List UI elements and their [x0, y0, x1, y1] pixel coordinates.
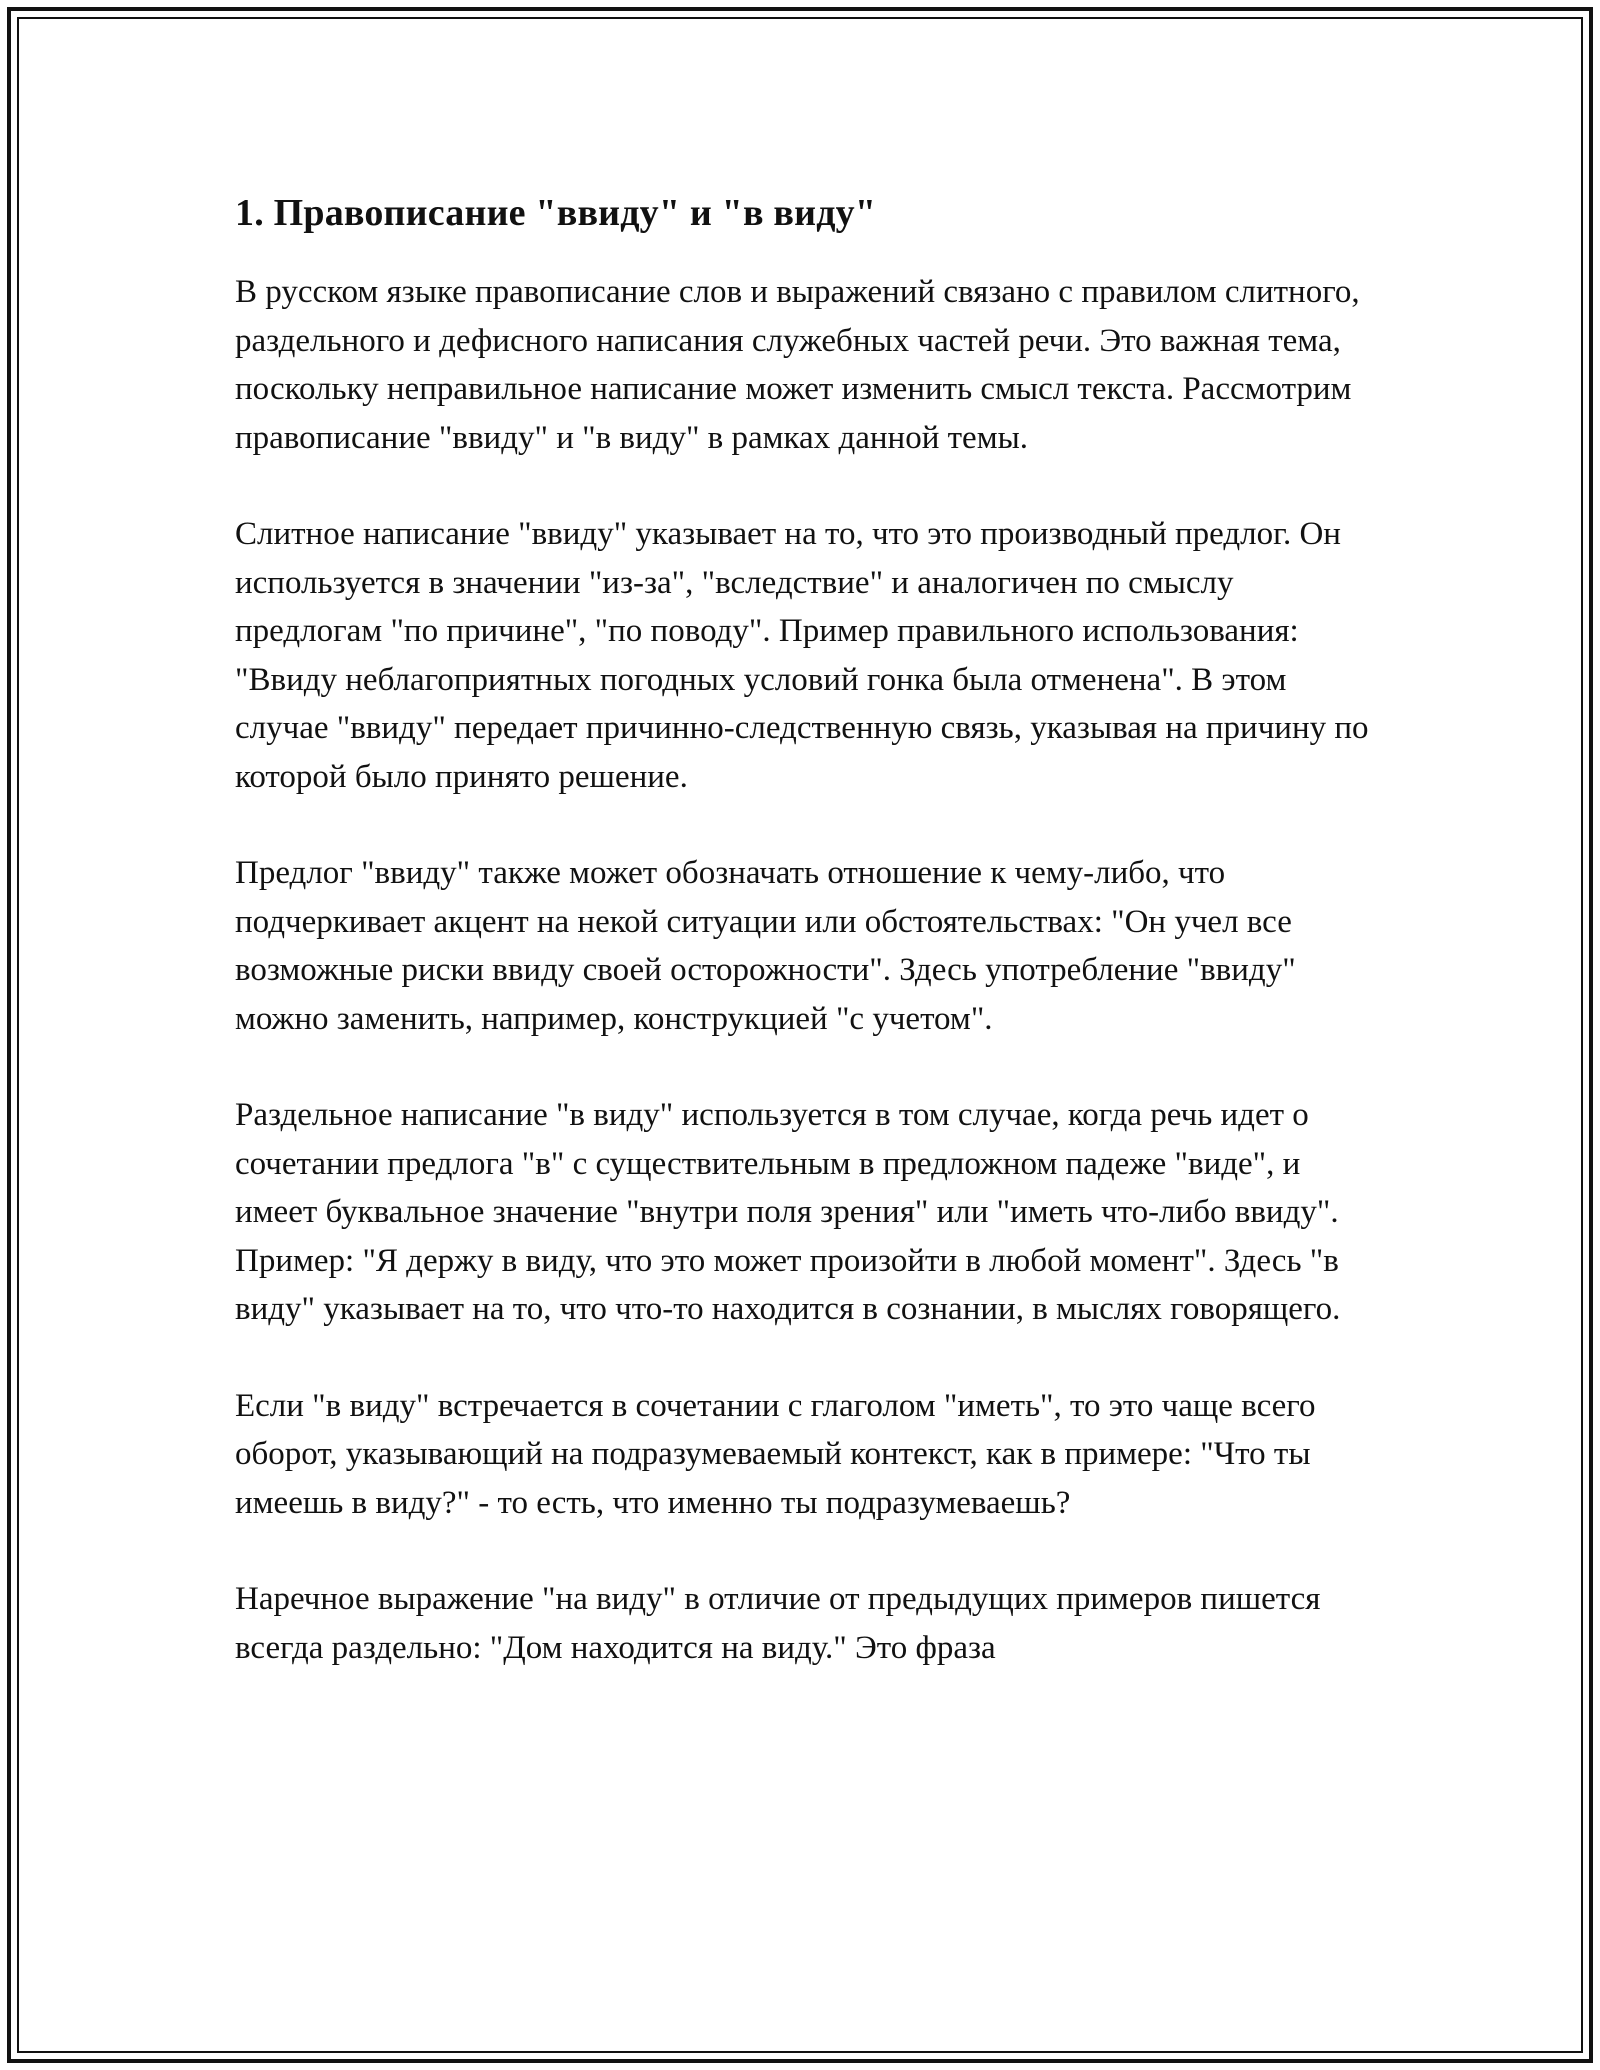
paragraph-adverbial-expression: Наречное выражение "на виду" в отличие от предыдущих примеров пишется всегда раздельно: "Дом находится на виду." Это фраза: [235, 1581, 1321, 1666]
paragraph-intro: В русском языке правописание слов и выражений связано с правилом слитного, раздельного и дефисного написания служебных частей речи. Это важная тема, поскольку неправильное написание может изменить смысл текста. Рассмотрим правописание "ввиду" и "в виду" в рамках данной темы.: [235, 274, 1360, 456]
section-heading: 1. Правописание "ввиду" и "в виду": [235, 192, 877, 234]
paragraph-preposition-relation: Предлог "ввиду" также может обозначать отношение к чему-либо, что подчеркивает акцент на некой ситуации или обстоятельствах: "Он учел все возможные риски ввиду своей осторожности". Здесь употребление "ввиду" можно заменить, например, конструкцией "с учетом".: [235, 855, 1296, 1037]
paragraph-separate-spelling: Раздельное написание "в виду" используется в том случае, когда речь идет о сочетании предлога "в" с существительным в предложном падеже "виде", и имеет буквальное значение "внутри поля зрения" или "иметь что-либо ввиду". Пример: "Я держу в виду, что это может произойти в любой момент". Здесь "в виду" указывает на то, что что-то находится в сознании, в мыслях говорящего.: [235, 1097, 1341, 1327]
paragraph-merged-spelling: Слитное написание "ввиду" указывает на то, что это производный предлог. Он используется в значении "из-за", "вследствие" и аналогичен по смыслу предлогам "по причине", "по поводу". Пример правильного использования: "Ввиду неблагоприятных погодных условий гонка была отменена". В этом случае "ввиду" передает причинно-следственную связь, указывая на причину по которой было принято решение.: [235, 516, 1369, 795]
paragraph-verb-combination: Если "в виду" встречается в сочетании с глаголом "иметь", то это чаще всего оборот, указывающий на подразумеваемый контекст, как в примере: "Что ты имеешь в виду?" - то есть, что именно ты подразумеваешь?: [235, 1387, 1316, 1521]
document-body: [235, 184, 1375, 1720]
